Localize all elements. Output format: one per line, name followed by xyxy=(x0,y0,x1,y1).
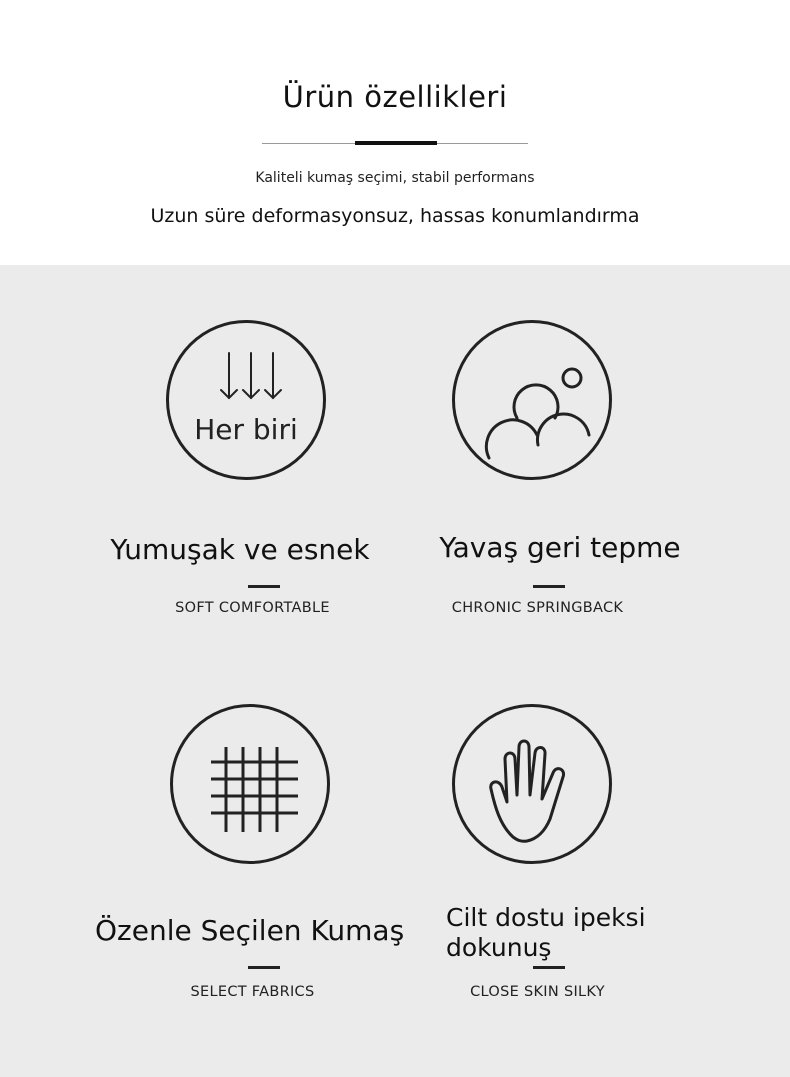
feature-silky-title-line2: dokunuş xyxy=(446,933,552,962)
title-divider-accent xyxy=(355,141,437,145)
icon-caption: Her biri xyxy=(194,413,298,446)
feature-soft-title: Yumuşak ve esnek xyxy=(110,533,370,566)
feature-soft-subtitle: SOFT COMFORTABLE xyxy=(175,600,330,616)
feature-silky-dash xyxy=(533,966,565,969)
feature-fabric-subtitle: SELECT FABRICS xyxy=(190,984,315,1000)
header-section xyxy=(0,0,790,265)
bubbles-icon xyxy=(455,323,609,477)
feature-silky-subtitle: CLOSE SKIN SILKY xyxy=(470,984,605,1000)
feature-springback-circle xyxy=(452,320,612,480)
feature-fabric-circle xyxy=(170,704,330,864)
feature-silky-title-line1: Cilt dostu ipeksi xyxy=(446,903,646,932)
features-panel xyxy=(0,265,790,1077)
subtitle-precision: Uzun süre deformasyonsuz, hassas konumlandırma xyxy=(150,205,640,227)
hand-icon xyxy=(455,707,609,861)
down-arrows-icon xyxy=(169,323,323,477)
feature-soft-dash xyxy=(248,585,280,588)
feature-springback-dash xyxy=(533,585,565,588)
feature-soft-circle xyxy=(166,320,326,480)
feature-silky-circle xyxy=(452,704,612,864)
feature-springback-subtitle: CHRONIC SPRINGBACK xyxy=(451,600,624,616)
feature-fabric-dash xyxy=(248,966,280,969)
feature-fabric-title: Özenle Seçilen Kumaş xyxy=(95,914,405,947)
page-title: Ürün özellikleri xyxy=(282,80,508,114)
grid-icon xyxy=(173,707,327,861)
feature-springback-title: Yavaş geri tepme xyxy=(439,531,681,564)
subtitle-quality: Kaliteli kumaş seçimi, stabil performans xyxy=(255,170,535,186)
